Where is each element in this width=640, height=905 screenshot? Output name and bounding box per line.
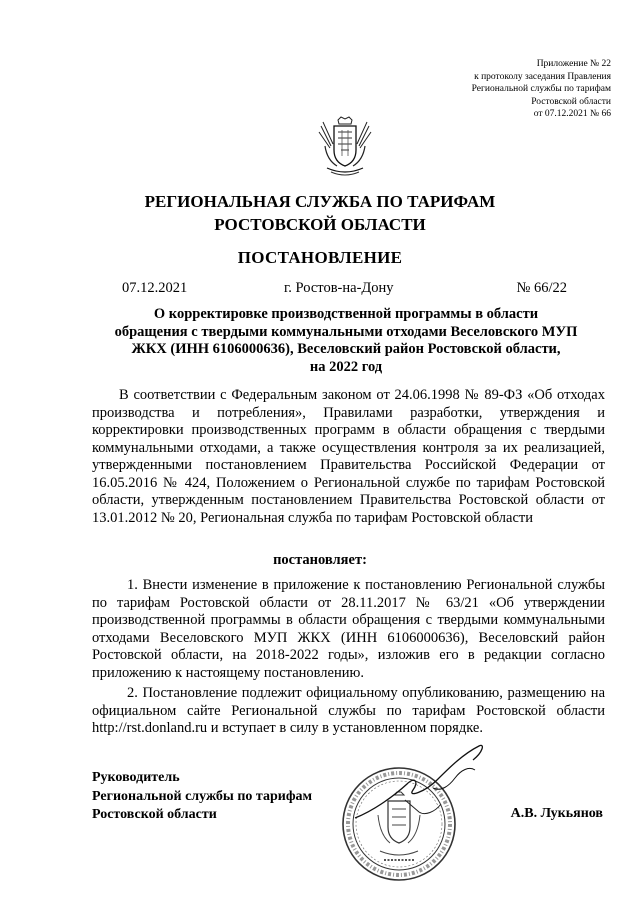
document-date: 07.12.2021 bbox=[122, 280, 188, 296]
resolves-heading: постановляет: bbox=[273, 552, 367, 568]
organization-line-2: РОСТОВСКОЙ ОБЛАСТИ bbox=[214, 215, 426, 234]
organization-name bbox=[0, 190, 640, 236]
document-subject bbox=[92, 306, 600, 376]
appendix-line-2: к протоколу заседания Правления bbox=[474, 71, 611, 82]
signer-title-line-2: Региональной службы по тарифам bbox=[92, 788, 313, 804]
subject-line-1: О корректировке производственной программы в области bbox=[153, 306, 539, 322]
organization-line-1: РЕГИОНАЛЬНАЯ СЛУЖБА ПО ТАРИФАМ bbox=[144, 192, 496, 211]
signer-title-line-3: Ростовской области bbox=[92, 807, 217, 822]
subject-line-3: ЖКХ (ИНН 6106000636), Веселовский район Ростовской области, bbox=[131, 341, 561, 357]
appendix-reference bbox=[472, 58, 611, 121]
document-meta-row bbox=[122, 280, 567, 300]
document-type-heading: ПОСТАНОВЛЕНИЕ bbox=[237, 248, 403, 267]
coat-of-arms-icon bbox=[317, 116, 373, 178]
appendix-line-1: Приложение № 22 bbox=[536, 59, 611, 69]
appendix-line-4: Ростовской области bbox=[531, 96, 611, 107]
resolution-item-1: 1. Внести изменение в приложение к постановлению Региональной службы по тарифам Ростовской области от 28.11.2017 № 63/21 «Об утверждении производственной программы в области обращения с твердыми коммунальными отходами Веселовского МУП ЖКХ (ИНН 6106000636), Веселовский район Ростовской области, на 2018-2022 годы», изложив его в редакции согласно приложению к настоящему постановлению. bbox=[92, 577, 605, 681]
subject-line-4: на 2022 год bbox=[309, 358, 383, 375]
document-number: № 66/22 bbox=[516, 280, 567, 296]
preamble-paragraph: В соответствии с Федеральным законом от 24.06.1998 № 89-ФЗ «Об отходах производства и потребления», Правилами разработки, утверждения и корректировки производственных программ в области обращения с твердыми коммунальными отходами, а также осуществления контроля за их реализацией, утвержденными постановлением Правительства Российской Федерации от 16.05.2016 № 424, Положением о Региональной службе по тарифам Ростовской области, утвержденным постановлением Правительства Ростовской области от 13.01.2012 № 20, Региональная служба по тарифам Ростовской области bbox=[92, 387, 605, 526]
document-city: г. Ростов-на-Дону bbox=[284, 280, 394, 296]
resolution-item-2: 2. Постановление подлежит официальному опубликованию, размещению на официальном сайте Региональной службы по тарифам Ростовской области http://rst.donland.ru и вступает в силу в установленном порядке. bbox=[92, 685, 605, 736]
signer-name: А.В. Лукьянов bbox=[510, 806, 603, 821]
signer-title-line-1: Руководитель bbox=[92, 770, 180, 785]
signer-block bbox=[92, 769, 312, 825]
appendix-line-5: от 07.12.2021 № 66 bbox=[533, 109, 611, 119]
subject-line-2: обращения с твердыми коммунальными отходами Веселовского МУП bbox=[114, 323, 578, 340]
appendix-line-3: Региональной службы по тарифам bbox=[471, 84, 611, 94]
handwritten-signature-icon bbox=[345, 740, 505, 850]
